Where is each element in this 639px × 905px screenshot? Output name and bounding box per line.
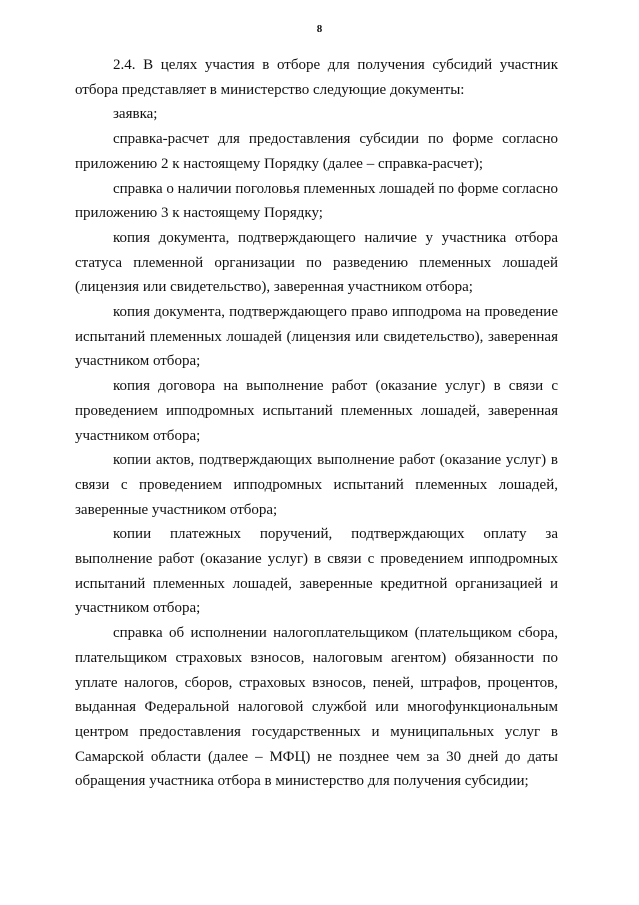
page-number: 8 — [316, 23, 323, 35]
list-item-breeding-status-copy: копия документа, подтверждающего наличие у участника отбора статуса племенной организации по разведению племенных лошадей (лицензия или свидетельство), заверенная участником отбора; — [75, 229, 558, 296]
list-item-application: заявка; — [113, 106, 158, 123]
document-body — [75, 53, 558, 794]
list-item-acts-copy: копии актов, подтверждающих выполнение работ (оказание услуг) в связи с проведением ипподромных испытаний племенных лошадей, заверенные участником отбора; — [75, 452, 558, 518]
list-item-contract-copy: копия договора на выполнение работ (оказание услуг) в связи с проведением ипподромных испытаний племенных лошадей, заверенная участником отбора; — [75, 378, 558, 444]
list-item-calculation-certificate: справка-расчет для предоставления субсидии по форме согласно приложению 2 к настоящему Порядку (далее – справка-расчет); — [75, 131, 558, 172]
list-item-payment-orders-copy: копии платежных поручений, подтверждающих оплату за выполнение работ (оказание услуг) в связи с проведением ипподромных испытаний племенных лошадей, заверенные кредитной организацией и участником отбора; — [75, 526, 558, 617]
list-item-hippodrome-right-copy: копия документа, подтверждающего право ипподрома на проведение испытаний племенных лошадей (лицензия или свидетельство), заверенная участником отбора; — [75, 304, 558, 370]
list-item-livestock-certificate: справка о наличии поголовья племенных лошадей по форме согласно приложению 3 к настоящему Порядку; — [75, 180, 558, 222]
paragraph-2-4-intro: 2.4. В целях участия в отборе для получения субсидий участник отбора представляет в министерство следующие документы: — [75, 57, 558, 98]
list-item-tax-certificate: справка об исполнении налогоплательщиком (плательщиком сбора, плательщиком страховых взносов, налоговым агентом) обязанности по уплате налогов, сборов, страховых взносов, пеней, штрафов, процентов, выданная Федеральной налоговой службой или многофункциональным центром предоставления государственных и муниципальных услуг в Самарской области (далее – МФЦ) не позднее чем за 30 дней до даты обращения участника отбора в министерство для получения субсидии; — [75, 625, 558, 790]
